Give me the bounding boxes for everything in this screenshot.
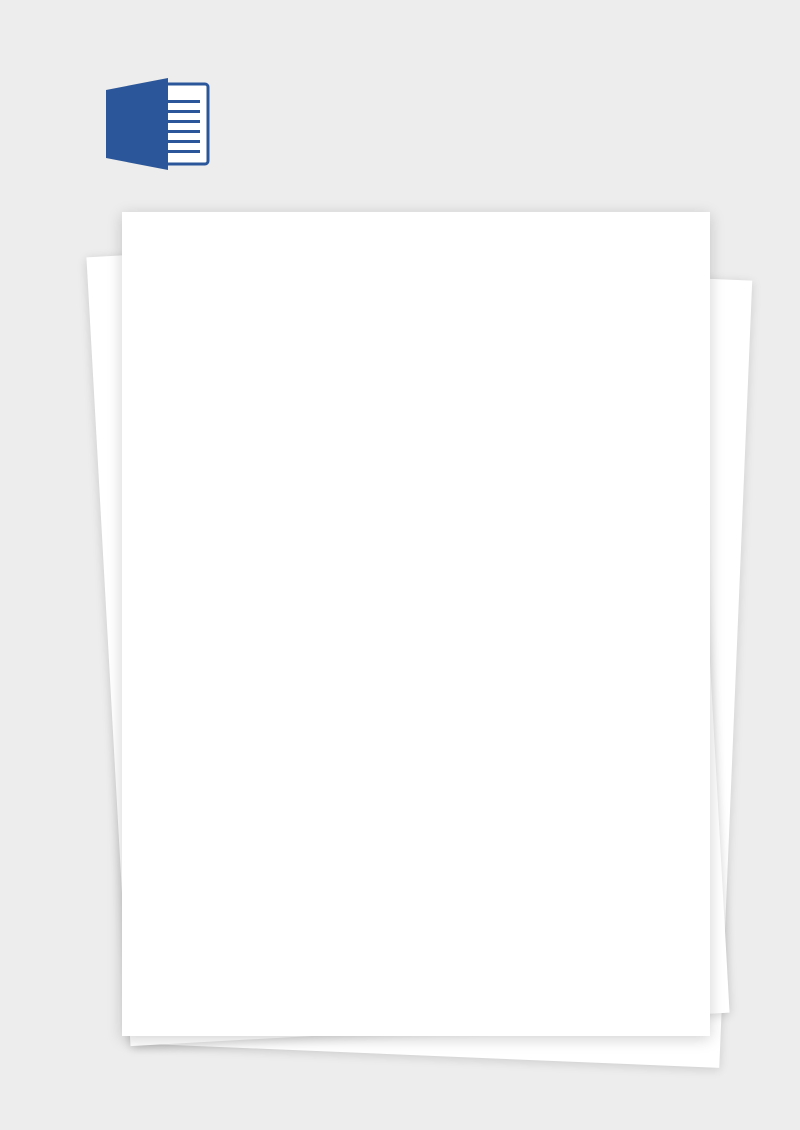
document-page [122,212,710,1036]
word-document-icon [106,78,214,170]
